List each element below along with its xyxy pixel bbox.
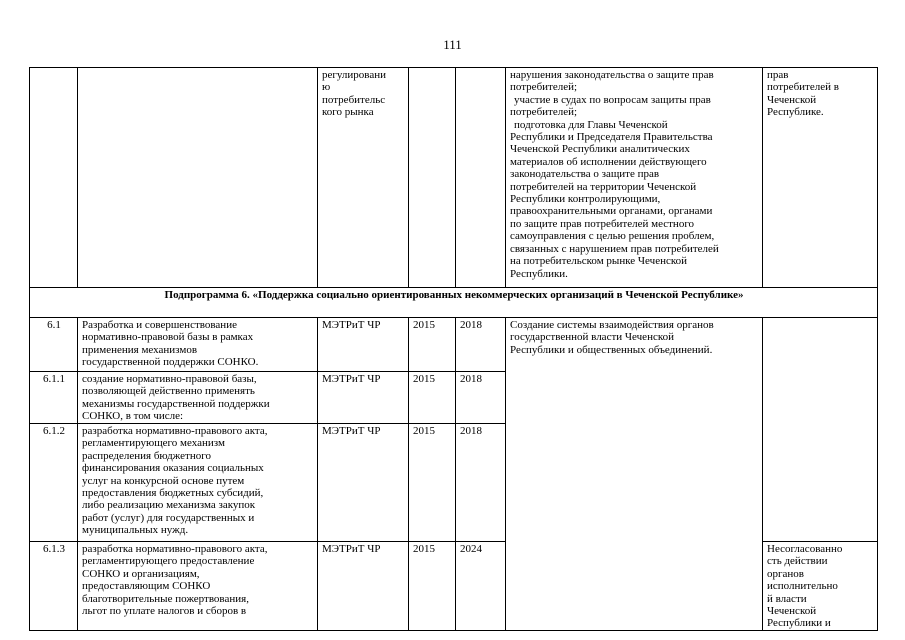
result-line: материалов об исполнении действующего xyxy=(510,155,707,168)
result-line: потребителей; xyxy=(510,106,578,119)
result-line: законодательства о защите прав xyxy=(510,168,660,181)
consequence-line: органов xyxy=(767,567,804,580)
result-line: потребителей на территории Чеченской xyxy=(510,180,697,193)
desc-line: услуг на конкурсной основе путем xyxy=(82,474,245,487)
consequence-line: й власти xyxy=(767,592,807,605)
consequence-line: исполнительно xyxy=(767,580,838,593)
block-result-line: Создание системы взаимодействия органов xyxy=(510,319,714,331)
block-consequence-empty-cell xyxy=(763,318,878,542)
block-consequence-cell xyxy=(763,542,878,631)
result-line: самоуправления с целью решения проблем, xyxy=(510,230,715,243)
row-executor: МЭТРиТ ЧР xyxy=(318,542,409,631)
executor-line: ю xyxy=(322,81,331,94)
row-executor: МЭТРиТ ЧР xyxy=(318,372,409,424)
desc-line: муниципальных нужд. xyxy=(82,524,189,537)
desc-line: регламентирующего механизм xyxy=(82,437,225,450)
desc-line: СОНКО, в том числе: xyxy=(82,410,184,423)
desc-line: льгот по уплате налогов и сборов в xyxy=(82,605,247,618)
result-line: участие в судах по вопросам защиты прав xyxy=(514,93,711,106)
continuation-consequence-cell xyxy=(763,68,878,288)
continuation-start-cell xyxy=(409,68,456,288)
continuation-result-cell xyxy=(506,68,763,288)
row-start-year: 2015 xyxy=(409,372,456,424)
consequence-line: Несогласованно xyxy=(767,543,843,555)
row-executor: МЭТРиТ ЧР xyxy=(318,318,409,372)
result-line: нарушения законодательства о защите прав xyxy=(510,69,714,81)
consequence-line: Чеченской xyxy=(767,93,817,106)
row-description xyxy=(78,542,318,631)
row-end-year: 2018 xyxy=(456,424,506,542)
desc-line: предоставляющим СОНКО xyxy=(82,580,211,593)
row-end-year: 2018 xyxy=(456,372,506,424)
subprogram-title: Подпрограмма 6. «Поддержка социально ориентированных некоммерческих организаций в Чеченской Республике» xyxy=(30,288,878,318)
desc-line: разработка нормативно-правового акта, xyxy=(82,543,268,555)
continuation-num-cell xyxy=(30,68,78,288)
row-start-year: 2015 xyxy=(409,424,456,542)
desc-line: нормативно-правовой базы в рамках xyxy=(82,331,254,344)
row-number: 6.1.3 xyxy=(30,542,78,631)
row-executor: МЭТРиТ ЧР xyxy=(318,424,409,542)
consequence-line: сть действии xyxy=(767,555,828,568)
desc-line: СОНКО и организациям, xyxy=(82,567,200,580)
desc-line: государственной поддержки СОНКО. xyxy=(82,356,259,369)
result-line: правоохранительными органами, органами xyxy=(510,205,713,218)
executor-line: регулировани xyxy=(322,69,386,81)
result-line: Республики. xyxy=(510,267,568,280)
block-result-line: государственной власти Чеченской xyxy=(510,331,675,344)
executor-line: кого рынка xyxy=(322,106,374,119)
desc-line: позволяющей действенно применять xyxy=(82,385,255,398)
desc-line: применения механизмов xyxy=(82,343,198,356)
page-number: 111 xyxy=(443,37,462,52)
row-end-year: 2018 xyxy=(456,318,506,372)
continuation-end-cell xyxy=(456,68,506,288)
result-line: связанных с нарушением прав потребителей xyxy=(510,242,719,255)
desc-line: предоставления бюджетных субсидий, xyxy=(82,487,264,500)
consequence-line: Чеченской xyxy=(767,605,817,618)
continuation-executor-cell xyxy=(318,68,409,288)
subprogram-row xyxy=(30,288,878,318)
row-description xyxy=(78,424,318,542)
block-result-line: Республики и общественных объединений. xyxy=(510,343,713,356)
result-line: Республики контролирующими, xyxy=(510,193,661,206)
desc-line: механизмы государственной поддержки xyxy=(82,397,270,410)
consequence-line: прав xyxy=(767,69,789,81)
consequence-line: Республики и xyxy=(767,617,831,630)
desc-line: либо реализацию механизма закупок xyxy=(82,499,256,512)
row-number: 6.1.2 xyxy=(30,424,78,542)
desc-line: регламентирующего предоставление xyxy=(82,555,255,568)
row-description xyxy=(78,318,318,372)
row-number: 6.1 xyxy=(30,318,78,372)
continuation-desc-cell xyxy=(78,68,318,288)
desc-line: финансирования оказания социальных xyxy=(82,462,264,475)
row-start-year: 2015 xyxy=(409,542,456,631)
row-end-year: 2024 xyxy=(456,542,506,631)
result-line: Чеченской Республики аналитических xyxy=(510,143,690,156)
row-number: 6.1.1 xyxy=(30,372,78,424)
desc-line: Разработка и совершенствование xyxy=(82,319,237,331)
consequence-line: потребителей в xyxy=(767,81,839,94)
desc-line: создание нормативно-правовой базы, xyxy=(82,373,257,385)
result-line: Республики и Председателя Правительства xyxy=(510,131,713,144)
block-result-cell xyxy=(506,318,763,631)
consequence-line: Республике. xyxy=(767,106,824,119)
row-start-year: 2015 xyxy=(409,318,456,372)
executor-line: потребительс xyxy=(322,93,386,106)
continuation-row xyxy=(30,68,878,288)
result-line: подготовка для Главы Чеченской xyxy=(514,118,668,131)
desc-line: благотворительные пожертвования, xyxy=(82,592,249,605)
table-row xyxy=(30,318,878,372)
result-line: потребителей; xyxy=(510,81,578,94)
row-description xyxy=(78,372,318,424)
result-line: на потребительском рынке Чеченской xyxy=(510,255,688,268)
desc-line: распределения бюджетного xyxy=(82,449,211,462)
result-line: по защите прав потребителей местного xyxy=(510,217,695,230)
desc-line: работ (услуг) для государственных и xyxy=(82,511,255,524)
desc-line: разработка нормативно-правового акта, xyxy=(82,425,268,437)
program-activities-table xyxy=(29,67,878,631)
